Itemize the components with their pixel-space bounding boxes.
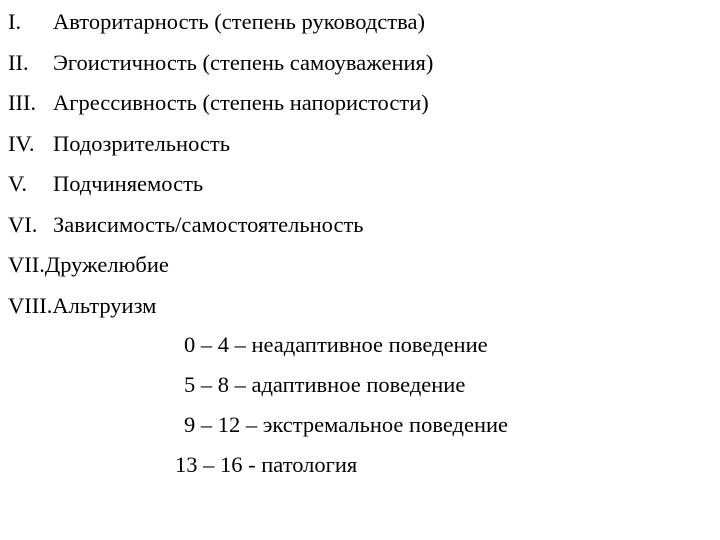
factor-label: Подозрительность — [53, 130, 230, 156]
factor-item — [8, 245, 433, 286]
factor-item — [8, 205, 433, 246]
factor-numeral: VII. — [8, 252, 45, 277]
factor-label: Дружелюбие — [44, 252, 169, 277]
factor-item — [8, 43, 433, 84]
factor-list — [8, 2, 433, 326]
factor-numeral: V. — [8, 171, 27, 196]
factor-item — [8, 164, 433, 205]
factor-numeral: VI. — [8, 211, 38, 237]
scale-item: 5 – 8 – адаптивное поведение — [184, 372, 466, 397]
scale-item: 9 – 12 – экстремальное поведение — [184, 412, 509, 437]
factor-item — [8, 286, 433, 327]
factor-numeral: II. — [8, 49, 29, 75]
factor-item — [8, 2, 433, 43]
scale-list — [0, 325, 509, 485]
scale-item: 13 – 16 - патология — [175, 452, 358, 477]
factor-label: Альтруизм — [52, 292, 157, 318]
factor-numeral: I. — [8, 9, 22, 34]
factor-label: Агрессивность (степень напористости) — [53, 90, 429, 115]
factor-numeral: IV. — [8, 130, 35, 156]
factor-numeral: III. — [8, 90, 37, 115]
factor-item — [8, 124, 433, 165]
factor-label: Зависимость/самостоятельность — [53, 211, 364, 237]
factor-label: Подчиняемость — [53, 171, 204, 196]
factor-numeral: VIII. — [8, 292, 53, 318]
factor-label: Авторитарность (степень руководства) — [53, 9, 425, 34]
scale-item: 0 – 4 – неадаптивное поведение — [184, 332, 488, 357]
factor-item — [8, 83, 433, 124]
factor-label: Эгоистичность (степень самоуважения) — [53, 49, 434, 75]
